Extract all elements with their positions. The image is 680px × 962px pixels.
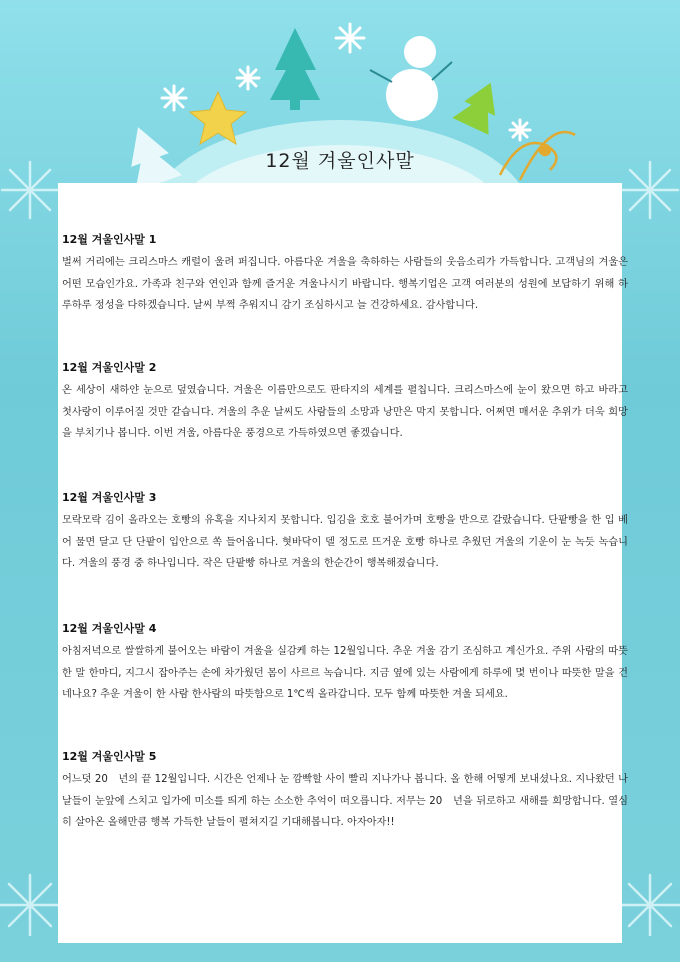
section-body: 아침저녁으로 쌀쌀하게 불어오는 바람이 겨울을 실감케 하는 12월입니다. 추운 겨울 감기 조심하고 계신가요. 주위 사람의 따뜻한 말 한마디, 지그시 잡아주는 손에 차가웠던 몸이 사르르 녹습니다. 지금 옆에 있는 사람에게 하루에 몇 번이나 따뜻한 말을 건네나요? 추운 겨울이 한 사람 한사람의 따뜻함으로 1℃씩 올라갑니다. 모두 함께 따뜻한 겨울 되세요. [62, 646, 628, 700]
section-title: 12월 겨울인사말 1 [62, 233, 157, 246]
greeting-section [62, 361, 628, 445]
greeting-section [62, 622, 628, 706]
section-body: 온 세상이 새하얀 눈으로 덮였습니다. 겨울은 이름만으로도 판타지의 세계를 펼칩니다. 크리스마스에 눈이 왔으면 하고 바라고 첫사랑이 이루어질 것만 같습니다. 겨울의 추운 날씨도 사람들의 소망과 낭만은 막지 못합니다. 어쩌면 매서운 추위가 더욱 희망을 부치기나 봅니다. 이번 겨울, 아름다운 풍경으로 가득하였으면 좋겠습니다. [62, 385, 628, 439]
page-title: 12월 겨울인사말 [265, 150, 415, 172]
greeting-section [62, 491, 628, 575]
section-body: 벌써 거리에는 크리스마스 캐럴이 울려 퍼집니다. 아름다운 겨울을 축하하는 사람들의 웃음소리가 가득합니다. 고객님의 겨울은 어떤 모습인가요. 가족과 친구와 연인과 함께 즐거운 겨울나시기 바랍니다. 행복기업은 고객 여러분의 성원에 보답하기 위해 하루하루 정성을 다하겠습니다. 날씨 부쩍 추워지니 감기 조심하시고 늘 건강하세요. 감사합니다. [62, 257, 628, 311]
section-title: 12월 겨울인사말 2 [62, 361, 157, 374]
section-body: 모락모락 김이 올라오는 호빵의 유혹을 지나치지 못합니다. 입김을 호호 불어가며 호빵을 반으로 갈랐습니다. 단팥빵을 한 입 베어 물면 달고 단 단팥이 입안으로 쏙 들어옵니다. 혓바닥이 델 정도로 뜨거운 호빵 하나로 추웠던 겨울의 기운이 눈 녹듯 녹습니다. 겨울의 풍경 중 하나입니다. 작은 단팥빵 하나로 겨울의 한순간이 행복해졌습니다. [62, 515, 628, 569]
section-title: 12월 겨울인사말 4 [62, 622, 157, 635]
section-title: 12월 겨울인사말 5 [62, 750, 157, 763]
section-body: 어느덧 20 년의 끝 12월입니다. 시간은 언제나 눈 깜빡할 사이 빨리 지나가나 봅니다. 올 한해 어떻게 보내셨나요. 지나왔던 나날들이 눈앞에 스치고 입가에 미소를 띄게 하는 소소한 추억이 떠오릅니다. 저무는 20 년을 뒤로하고 새해를 희망합니다. 열심히 살아온 올해만큼 행복 가득한 날들이 펼쳐지길 기대해봅니다. 아자아자!! [62, 774, 628, 828]
greeting-section [62, 750, 628, 834]
greeting-section [62, 233, 628, 317]
section-title: 12월 겨울인사말 3 [62, 491, 157, 504]
snowman-icon [370, 36, 452, 121]
